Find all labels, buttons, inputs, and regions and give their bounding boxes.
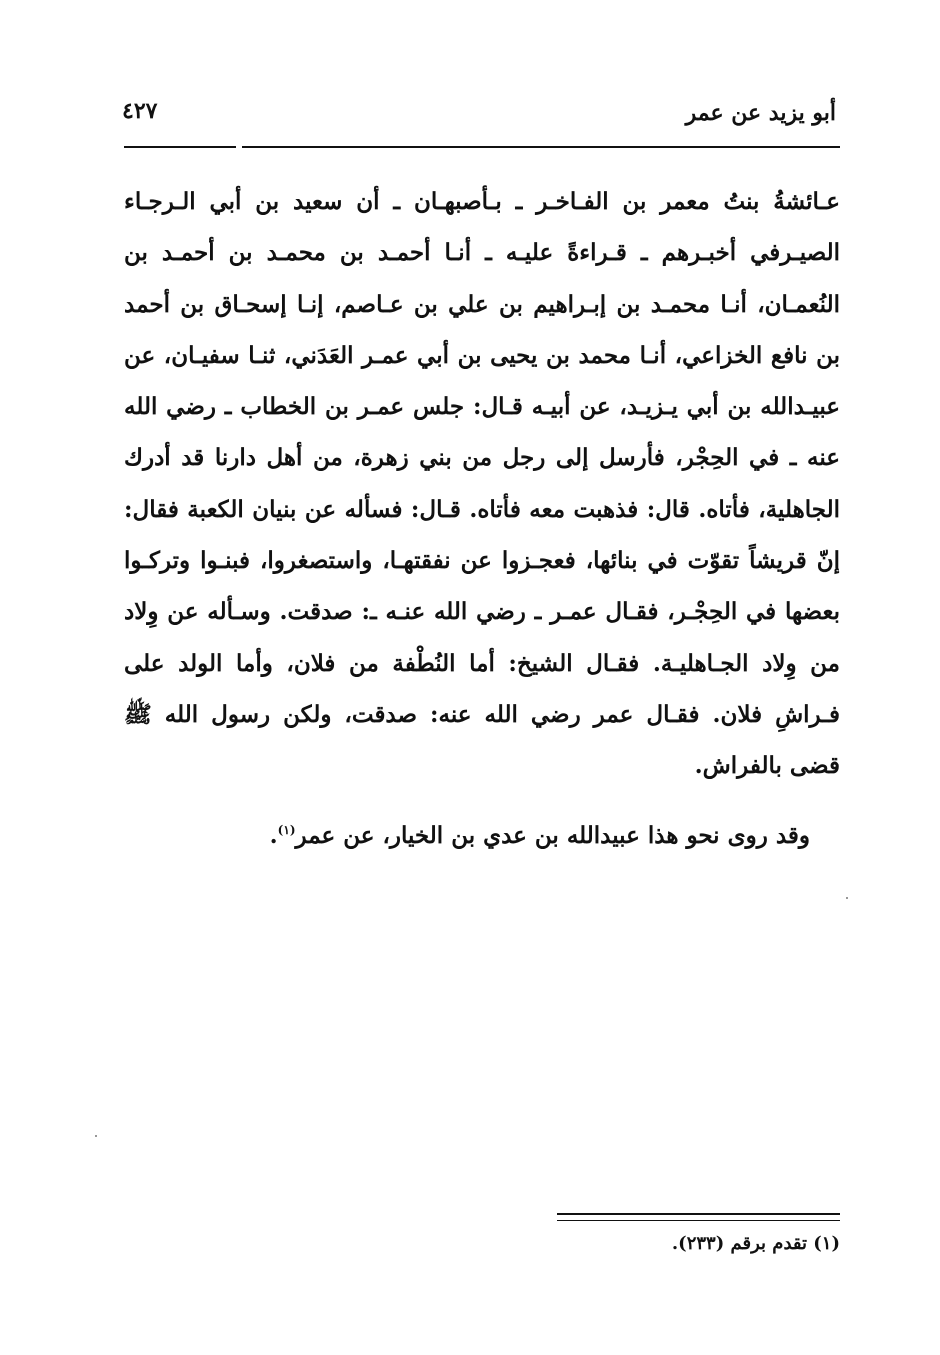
paragraph-2 <box>120 810 810 856</box>
paragraph-2-end: . <box>269 822 278 849</box>
paragraph-2-text: وقد روى نحو هذا عبيدالله بن عدي بن الخيار، عن عمر <box>295 822 810 849</box>
running-title: أبو يزيد عن عمر <box>685 100 836 126</box>
scan-speck <box>846 897 848 899</box>
main-text <box>124 176 840 792</box>
page-number: ٤٢٧ <box>122 98 158 124</box>
footnote: (١) تقدم برقم (٢٣٣). <box>671 1233 840 1254</box>
header-rule-short <box>124 146 236 148</box>
footnote-marker[interactable]: (١) <box>277 823 296 837</box>
scan-speck <box>95 1135 97 1137</box>
header-rule <box>242 146 840 148</box>
footnote-rule <box>557 1213 840 1215</box>
footnote-rule-thin <box>557 1220 840 1221</box>
paragraph: عـائشةُ بنتُ معمر بن الفـاخـر ـ بـأصبهـان ـ أن سعيد بن أبي الـرجـاء الصيـرفي أخبـرهم ـ قـراءةً عليـه ـ أنـا أحمـد بن محمـد بن أحمـد بن النُعمـان، أنـا محمـد بن إبـراهيم بن علي بن عـاصم، إنـا إسحـاق بن أحمد بن نافع الخزاعي، أنـا محمد بن يحيى بن أبي عمـر العَدَني، ثنـا سفيـان، عن عبيـدالله بن أبي يـزيـد، عن أبيـه قـال: جلس عمـر بن الخطاب ـ رضي الله عنه ـ في الحِجْر، فأرسل إلى رجل من بني زهرة، من أهل دارنا قد أدرك الجاهلية، فأتاه. قال: فذهبت معه فأتاه. قـال: فسأله عن بنيان الكعبة فقال: إنّ قريشاً تقوّت في بنائها، فعجـزوا عن نفقتهـا، واستصغروا، فبنـوا وتركـوا بعضها في الحِجْـر، فقـال عمـر ـ رضي الله عنـه ـ: صدقت. وسـأله عن وِلاد من وِلاد الجـاهليـة. فقـال الشيخ: أما النُطْفة من فلان، وأما الولد على فـراشِ فلان. فقـال عمر رضي الله عنه: صدقت، ولكن رسول الله ﷺ قضى بالفراش. <box>124 188 840 780</box>
